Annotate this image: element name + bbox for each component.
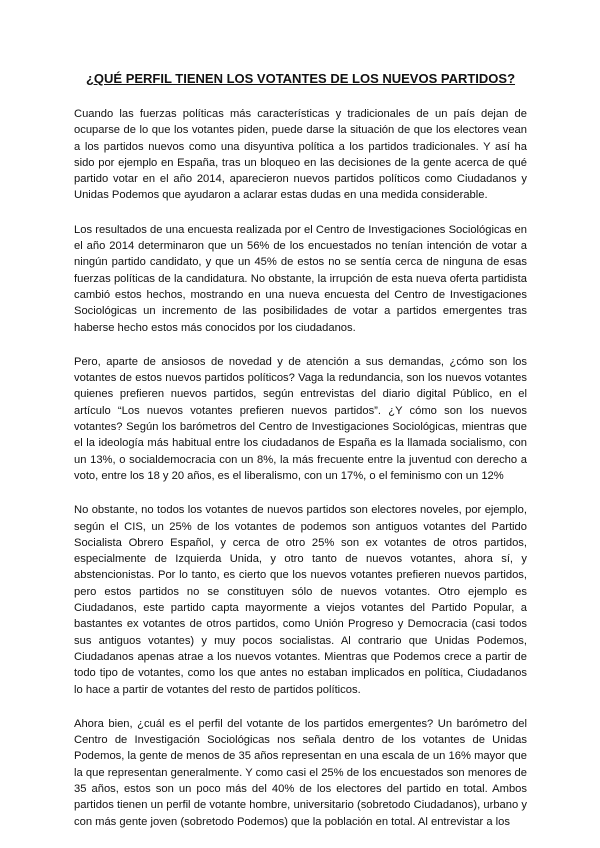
paragraph-1: Cuando las fuerzas políticas más características y tradicionales de un país dejan de ocuparse de lo que los votantes piden, puede darse la situación de que los electores vean a los partidos nuevos como una disyuntiva política a los partidos tradicionales. Y así ha sido por ejemplo en España, tras un bloqueo en las decisiones de la gente acerca de qué partido votar en el año 2014, aparecieron nuevos partidos políticos como Ciudadanos y Unidas Podemos que ayudaron a aclarar estas dudas en una medida considerable. [74, 108, 527, 202]
document-title: ¿QUÉ PERFIL TIENEN LOS VOTANTES DE LOS NUEVOS PARTIDOS? [85, 71, 516, 86]
paragraph-2: Los resultados de una encuesta realizada por el Centro de Investigaciones Sociológicas en el año 2014 determinaron que un 56% de los encuestados no tenían intención de votar a ningún partido candidato, y que un 45% de estos no se sentía cerca de ninguna de esas fuerzas políticas de la candidatura. No obstante, la irrupción de esta nueva oferta partidista cambió estos hechos, mostrando en una nueva encuesta del Centro de Investigaciones Sociológicas un incremento de las posibilidades de votar a partidos emergentes tras haberse hecho estos más conocidos por los ciudadanos. [74, 223, 527, 334]
paragraph-3: Pero, aparte de ansiosos de novedad y de atención a sus demandas, ¿cómo son los votantes de estos nuevos partidos políticos? Vaga la redundancia, son los nuevos votantes quienes prefieren nuevos partidos, según entrevistas del diario digital Público, en el artículo “Los nuevos votantes prefieren nuevos partidos”. ¿Y cómo son los nuevos votantes? Según los barómetros del Centro de Investigaciones Sociológicas, mientras que el la ideología más habitual entre los ciudadanos de España es la llamada socialismo, con un 13%, o socialdemocracia con un 8%, la más frecuente entre la juventud con derecho a voto, entre los 18 y 20 años, es el liberalismo, con un 17%, o el feminismo con un 12% [74, 355, 527, 482]
paragraph-5: Ahora bien, ¿cuál es el perfil del votante de los partidos emergentes? Un barómetro del Centro de Investigación Sociológicas nos señala dentro de los votantes de Unidas Podemos, la gente de menos de 35 años representan en una escala de un 16% mayor que la que representan generalmente. Y como casi el 25% de los encuestados son menores de 35 años, estos son un poco más del 40% de los electores del partido en total. Ambos partidos tienen un perfil de votante hombre, universitario (sobretodo Ciudadanos), urbano y con más gente joven (sobretodo Podemos) que la población en total. Al entrevistar a los [74, 717, 527, 828]
paragraph-4: No obstante, no todos los votantes de nuevos partidos son electores noveles, por ejemplo, según el CIS, un 25% de los votantes de podemos son antiguos votantes del Partido Socialista Obrero Español, y cerca de otro 25% son ex votantes de otros partidos, especialmente de Izquierda Unida, y otro tanto de nuevos votantes, ahora sí, y abstencionistas. Por lo tanto, es cierto que los nuevos votantes prefieren nuevos partidos, pero estos partidos no se constituyen sólo de nuevos votantes. Otro ejemplo es Ciudadanos, este partido capta mayormente a viejos votantes del Partido Popular, a bastantes ex votantes de otros partidos, como Unión Progreso y Democracia (casi todos sus antiguos votantes) y muy pocos socialistas. Al contrario que Unidas Podemos, Ciudadanos apenas atrae a los nuevos votantes. Mientras que Podemos crece a partir de todo tipo de votantes, como los que antes no estaban implicados en política, Ciudadanos lo hace a partir de votantes del resto de partidos políticos. [74, 504, 527, 696]
